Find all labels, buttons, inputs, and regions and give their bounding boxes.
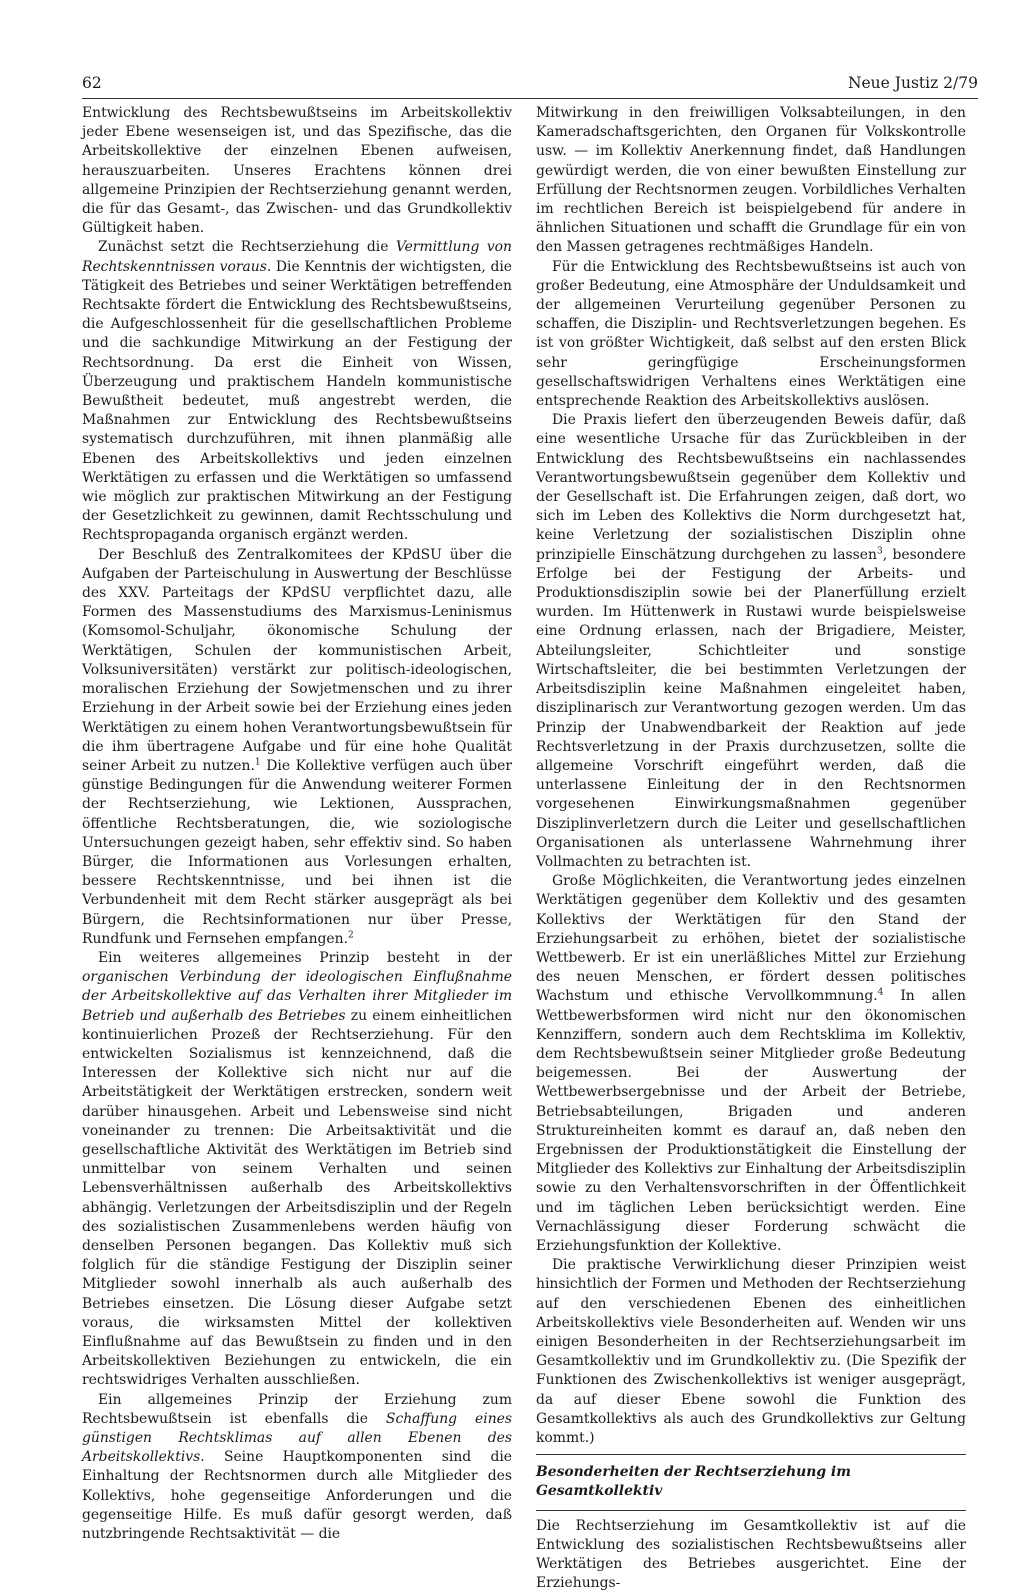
paragraph: Die Praxis liefert den überzeugenden Beweis dafür, daß eine wesentliche Ursache für das Zurückbleiben in der Entwicklung des Rechtsbewußtseins ein nachlassendes Verantwortungsbewußtsein gegenüber dem Kollektiv und der Gesellschaft ist. Die Erfahrungen zeigen, daß dort, wo sich im Leben des Kollektivs die Norm durchgesetzt hat, keine Verletzung der sozialistischen Disziplin ohne prinzipielle Einschätzung durchgehen zu lassen$^3$, besondere Erfolge bei der Festigung der Arbeits- und Produktionsdisziplin sowie bei der Planerfüllung erzielt wurden. Im Hüttenwerk in Rustawi wurde beispielsweise eine Ordnung erlassen, nach der Brigadiere, Meister, Abteilungsleiter, Schichtleiter und sonstige Wirtschaftsleiter, die bei bestimmten Verletzungen der Arbeitsdisziplin keine Maßnahmen eingeleitet haben, disziplinarisch zur Verantwortung gezogen werden. Um das Prinzip der Unabwendbarkeit der Reaktion auf jede Rechtsverletzung in der Praxis durchzusetzen, sollte die allgemeine Vorschrift eingeführt werden, daß die unterlassene Einleitung der in den Rechtsnormen vorgesehenen Einwirkungsmaßnahmen gegenüber Disziplinverletzern durch die Leiter und gesellschaftlichen Organisationen als unterlassene Wahrnehmung ihrer Vollmachten zu betrachten ist. <box>536 412 966 870</box>
header-rule <box>82 98 978 99</box>
left-column <box>82 104 512 1544</box>
paragraph: Die praktische Verwirklichung dieser Prinzipien weist hinsichtlich der Formen und Methoden der Rechtserziehung auf den verschiedenen Ebenen des einheitlichen Arbeitskollektivs viele Besonderheiten auf. Wenden wir uns einigen Besonderheiten in der Rechtserziehungsarbeit im Gesamtkollektiv und im Grundkollektiv zu. (Die Spezifik der Funktionen des Zwischenkollektivs ist weniger ausgeprägt, da auf dieser Ebene sowohl die Funktion des Gesamtkollektivs als auch des Grundkollektivs zur Geltung kommt.) <box>536 1257 966 1447</box>
emphasis: organischen Verbindung der ideologischen Einflußnahme der Arbeitskollektive auf das Verhalten ihrer Mitglieder im Betrieb und außerhalb des Betriebes <box>82 969 512 1024</box>
right-column <box>536 104 966 1593</box>
paragraph: Die Rechtserziehung im Gesamtkollektiv ist auf die Entwicklung des sozialistischen Rechtsbewußtseins aller Werktätigen des Betriebes ausgerichtet. Eine der Erziehungs- <box>536 1517 966 1592</box>
paragraph: Ein weiteres allgemeines Prinzip besteht in der organischen Verbindung der ideologischen Einflußnahme der Arbeitskollektive auf das Verhalten ihrer Mitglieder im Betrieb und außerhalb des Betriebes zu einem einheitlichen kontinuierlichen Prozeß der Rechtserziehung. Für den entwickelten Sozialismus ist kennzeichnend, daß die Interessen der Kollektive sich nicht nur auf die Arbeitstätigkeit der Werktätigen erstrecken, sondern weit darüber hinausgehen. Arbeit und Lebensweise sind nicht voneinander zu trennen: Die Arbeitsaktivität und die gesellschaftliche Aktivität des Werktätigen im Betrieb sind unmittelbar von seinem Verhalten und seinen Lebensverhältnissen außerhalb des Arbeitskollektivs abhängig. Verletzungen der Arbeitsdisziplin und der Regeln des sozialistischen Zusammenlebens werden häufig von denselben Personen begangen. Das Kollektiv muß sich folglich für die ständige Festigung der Disziplin seiner Mitglieder sowohl innerhalb als auch außerhalb des Betriebes einsetzen. Die Lösung dieser Aufgabe setzt voraus, die wirksamsten Mittel der kollektiven Einflußnahme auf das Bewußtsein zu finden und in den Arbeitskollektiven Beziehungen zu entwickeln, die ein rechtswidriges Verhalten ausschließen. <box>82 949 513 1389</box>
footnote-ref: 3 <box>876 546 883 557</box>
paragraph: Ein allgemeines Prinzip der Erziehung zum Rechtsbewußtsein ist ebenfalls die Schaffung eines günstigen Rechtsklimas auf allen Ebenen des Arbeitskollektivs. Seine Hauptkomponenten sind die Einhaltung der Rechtsnormen durch alle Mitglieder des Kollektivs, hohe gegenseitige Anforderungen und die gegenseitige Hilfe. Es muß dafür gesorgt werden, daß nutzbringende Rechtsaktivität — die <box>82 1391 512 1543</box>
emphasis: Schaffung eines günstigen Rechtsklimas auf allen Ebenen des Arbeitskollektivs. <box>82 1410 512 1466</box>
page-header <box>82 68 978 96</box>
section-heading: Besonderheiten der Rechtserziehung im Gesamtkollektiv <box>536 1454 966 1510</box>
paragraph: Zunächst setzt die Rechtserziehung die Vermittlung von Rechtskenntnissen voraus. Die Kenntnis der wichtigsten, die Tätigkeit des Betriebes und seiner Werktätigen betreffenden Rechtsakte fördert die Entwicklung des Rechtsbewußtseins, die Aufgeschlossenheit für die gesellschaftlichen Probleme und die sachkundige Mitwirkung an der Festigung der Rechtsordnung. Da erst die Einheit von Wissen, Überzeugung und praktischem Handeln kommunistische Bewußtheit bedeutet, muß angestrebt werden, die Maßnahmen zur Entwicklung des Rechtsbewußtseins systematisch durchzuführen, mit ihnen planmäßig alle Ebenen des Arbeitskollektivs und jeden einzelnen Werktätigen zu erfassen und die Werktätigen so umfassend wie möglich zur praktischen Mitwirkung an der Festigung der Gesetzlichkeit zu gewinnen, damit Rechtsschulung und Rechtspropaganda organisch ergänzt werden. <box>82 239 513 544</box>
paragraph: Der Beschluß des Zentralkomitees der KPdSU über die Aufgaben der Parteischulung in Auswertung der Beschlüsse des XXV. Parteitags der KPdSU verpflichtet dazu, alle Formen des Massenstudiums des Marxismus-Leninismus (Komsomol-Schuljahr, ökonomische Schulung der Werktätigen, Schulen der kommunistischen Arbeit, Volksuniversitäten) verstärkt zur politisch-ideologischen, moralischen Erziehung der Sowjetmenschen und zu ihrer Erziehung in der Arbeit sowie bei der Erziehung eines jeden Werktätigen zu einem hohen Verantwortungsbewußtsein für die ihm übertragene Aufgabe und für eine hohe Qualität seiner Arbeit zu nutzen.$^1$ Die Kollektive verfügen auch über günstige Bedingungen für die Anwendung weiterer Formen der Rechtserziehung, wie Lektionen, Aussprachen, öffentliche Rechtsberatungen, die, wie soziologische Untersuchungen gezeigt haben, sehr effektiv sind. So haben Bürger, die Informationen aus Vorlesungen erhalten, bessere Rechtskenntnisse, und bei ihnen ist die Verbundenheit mit dem Recht stärker ausgeprägt als bei Bürgern, die Rechtsinformationen nur über Presse, Rundfunk und Fernsehen empfangen.$^2$ <box>82 546 512 947</box>
footnote-ref: 4 <box>877 987 884 998</box>
paragraph: Mitwirkung in den freiwilligen Volksabteilungen, in den Kameradschaftsgerichten, den Organen für Volkskontrolle usw. — im Kollektiv Anerkennung findet, daß Handlungen gewürdigt werden, die von einer bewußten Einstellung zur Erfüllung der Rechtsnormen zeugen. Vorbildliches Verhalten im rechtlichen Bereich ist beispielgebend für andere in ähnlichen Situationen und schafft die Grundlage für ein von den Massen getragenes rechtmäßiges Handeln. <box>536 105 966 256</box>
paragraph: Große Möglichkeiten, die Verantwortung jedes einzelnen Werktätigen gegenüber dem Kollektiv und des gesamten Kollektivs der Werktätigen für den Stand der Erziehungsarbeit zu erhöhen, bietet der sozialistische Wettbewerb. Er ist ein unerläßliches Mittel zur Erziehung des neuen Menschen, er fördert dessen politisches Wachstum und ethische Vervollkommnung.$^4$ In allen Wettbewerbsformen wird nicht nur den ökonomischen Kennziffern, sondern auch dem Rechtsklima im Kollektiv, dem Rechtsbewußtsein seiner Mitglieder große Bedeutung beigemessen. Bei der Auswertung der Wettbewerbsergebnisse und der Arbeit der Betriebe, Betriebsabteilungen, Brigaden und anderen Struktureinheiten kommt es darauf an, daß neben den Ergebnissen der Produktionstätigkeit die Einstellung der Mitglieder des Kollektivs zur Einhaltung der Arbeitsdisziplin sowie zu den Verhaltensvorschriften in der Öffentlichkeit und im täglichen Leben berücksichtigt werden. Eine Vernachlässigung dieser Forderung schwächt die Erziehungsfunktion der Kollektive. <box>536 873 966 1254</box>
paragraph: Für die Entwicklung des Rechtsbewußtseins ist auch von großer Bedeutung, eine Atmosphäre der Unduldsamkeit und der allgemeinen Verurteilung gegenüber Personen zu schaffen, die Disziplin- und Rechtsverletzungen begehen. Es ist von größter Wichtigkeit, daß selbst auf den ersten Blick sehr geringfügige Erscheinungsformen gesellschaftswidrigen Verhaltens eines Werktätigen eine entsprechende Reaktion des Arbeitskollektivs auslösen. <box>536 258 966 410</box>
emphasis: Vermittlung von Rechtskenntnissen voraus. <box>82 239 512 275</box>
footnote-ref: 2 <box>348 930 354 941</box>
paragraph: Entwicklung des Rechtsbewußtseins im Arbeitskollektiv jeder Ebene wesenseigen ist, und das Spezifische, das die Arbeitskollektive der einzelnen Ebenen aufweisen, herauszuarbeiten. Unseres Erachtens können drei allgemeine Prinzipien der Rechtserziehung genannt werden, die für das Gesamt-, das Zwischen- und das Grundkollektiv Gültigkeit haben. <box>82 105 512 237</box>
journal-title: Neue Justiz 2/79 <box>847 74 978 92</box>
footnote-ref: 1 <box>254 757 261 768</box>
page-number: 62 <box>82 74 102 92</box>
